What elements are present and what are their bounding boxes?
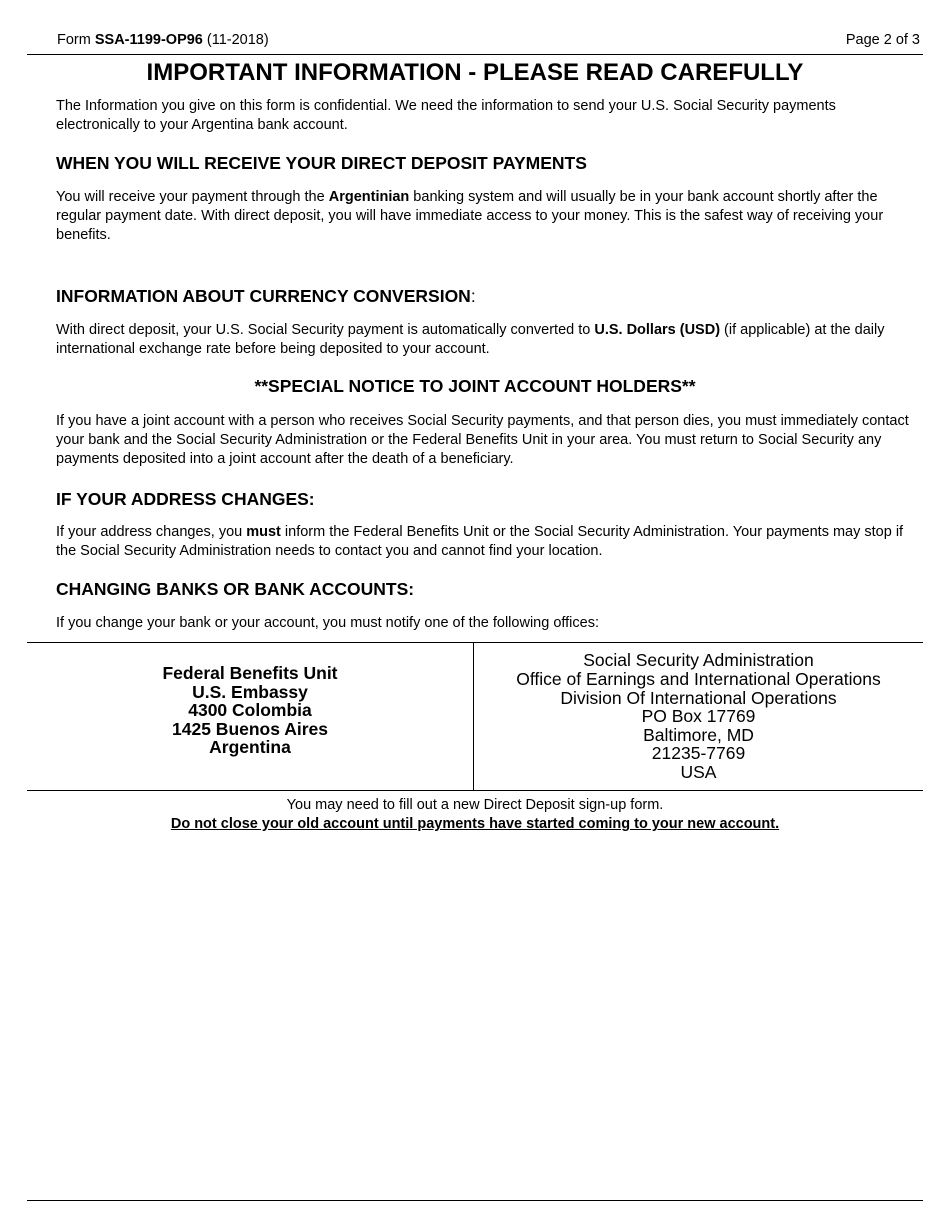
address-line: Argentina bbox=[209, 737, 291, 758]
form-number: SSA-1199-OP96 bbox=[94, 32, 203, 48]
header-rule bbox=[27, 54, 923, 55]
changing-banks-paragraph: If you change your bank or your account, you must notify one of the following offices: bbox=[56, 615, 599, 631]
footer-rule bbox=[27, 1200, 923, 1201]
footnote-warning: Do not close your old account until payments have started coming to your new account. bbox=[170, 816, 780, 832]
joint-account-paragraph: If you have a joint account with a person who receives Social Security payments, and that person dies, you must immediately contact your bank and the Social Security Administration or the Federal Benefits Unit in your area. You must return to Social Security any payments deposited into a joint account after the death of a beneficiary. bbox=[56, 413, 909, 467]
page-header bbox=[57, 30, 920, 50]
address-line: 4300 Colombia bbox=[188, 700, 312, 721]
address-line: Federal Benefits Unit bbox=[162, 663, 338, 684]
currency-heading: INFORMATION ABOUT CURRENCY CONVERSION: bbox=[56, 286, 476, 306]
address-line: USA bbox=[680, 761, 717, 782]
intro-paragraph: The Information you give on this form is confidential. We need the information to send your U.S. Social Security payments electronically to your Argentina bank account. bbox=[56, 98, 836, 133]
address-line: Social Security Administration bbox=[583, 650, 814, 671]
address-change-heading: IF YOUR ADDRESS CHANGES: bbox=[56, 489, 315, 509]
address-line: Division Of International Operations bbox=[560, 687, 837, 708]
form-date: (11-2018) bbox=[202, 32, 269, 48]
direct-deposit-heading: WHEN YOU WILL RECEIVE YOUR DIRECT DEPOSIT PAYMENTS bbox=[56, 153, 587, 173]
footnote bbox=[0, 796, 950, 834]
address-change-paragraph: If your address changes, you must inform the Federal Benefits Unit or the Social Security Administration. Your payments may stop if the Social Security Administration needs to contact you and cannot find your location. bbox=[56, 524, 904, 559]
direct-deposit-paragraph: You will receive your payment through the Argentinian banking system and will usually be in your bank account shortly after the regular payment date. With direct deposit, you will have immediate access to your money. This is the safest way of receiving your benefits. bbox=[56, 189, 884, 243]
address-line: Office of Earnings and International Operations bbox=[516, 669, 881, 690]
page-title: IMPORTANT INFORMATION - PLEASE READ CAREFULLY bbox=[146, 59, 804, 86]
joint-account-heading: **SPECIAL NOTICE TO JOINT ACCOUNT HOLDERS** bbox=[254, 376, 696, 396]
footnote-line-1: You may need to fill out a new Direct Deposit sign-up form. bbox=[286, 797, 664, 813]
address-line: 21235-7769 bbox=[651, 743, 746, 764]
page-number: Page 2 of 3 bbox=[845, 32, 920, 48]
federal-benefits-unit-address bbox=[27, 643, 474, 790]
form-identifier: Form SSA-1199-OP96 (11-2018) bbox=[57, 32, 269, 48]
changing-banks-heading: CHANGING BANKS OR BANK ACCOUNTS: bbox=[56, 579, 415, 599]
currency-paragraph: With direct deposit, your U.S. Social Security payment is automatically converted to U.S. Dollars (USD) (if applicable) at the daily international exchange rate before being deposited to your account. bbox=[56, 322, 885, 357]
address-line: PO Box 17769 bbox=[641, 706, 756, 727]
address-line: 1425 Buenos Aires bbox=[172, 718, 328, 739]
address-line: Baltimore, MD bbox=[643, 724, 754, 745]
address-line: U.S. Embassy bbox=[192, 681, 308, 702]
ssa-address bbox=[474, 643, 923, 790]
offices-table bbox=[27, 642, 923, 791]
